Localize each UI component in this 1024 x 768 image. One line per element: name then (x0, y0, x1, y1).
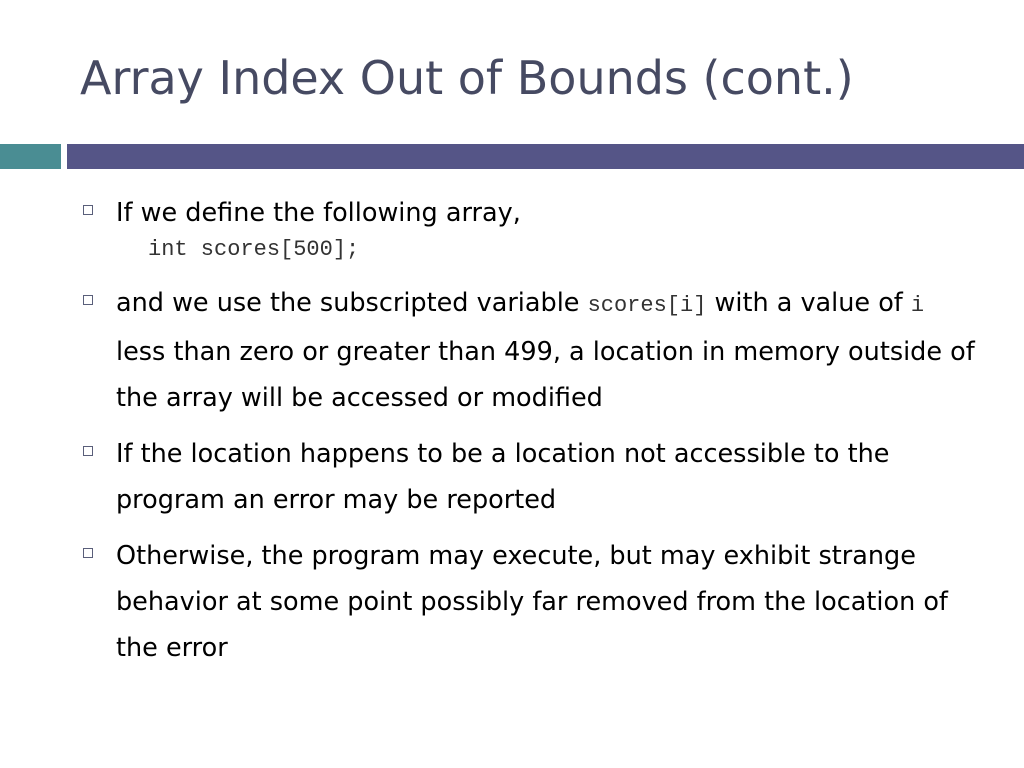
bullet-item-1 (80, 190, 980, 270)
code-snippet: int scores[500]; (148, 237, 360, 262)
inline-code: scores[i] (587, 293, 707, 318)
bullet-text: less than zero or greater than 499, a location in memory outside of the array will be accessed or modified (116, 337, 975, 413)
slide-title: Array Index Out of Bounds (cont.) (80, 51, 854, 105)
bullet-text: If the location happens to be a location not accessible to the program an error may be reported (116, 439, 890, 515)
accent-bar-left (0, 144, 61, 169)
bullet-item-2 (80, 280, 980, 421)
hollow-square-icon (83, 205, 93, 215)
hollow-square-icon (83, 446, 93, 456)
bullet-item-4 (80, 533, 980, 671)
bullet-list (80, 190, 980, 681)
inline-code: i (910, 293, 925, 318)
bullet-text: with a value of (706, 288, 911, 318)
bullet-text: Otherwise, the program may execute, but may exhibit strange behavior at some point possibly far removed from the location of the error (116, 541, 948, 663)
bullet-item-3 (80, 431, 980, 523)
hollow-square-icon (83, 548, 93, 558)
bullet-text: and we use the subscripted variable (116, 288, 588, 318)
bullet-text: If we define the following array, (116, 198, 521, 228)
hollow-square-icon (83, 295, 93, 305)
accent-bar-right (67, 144, 1024, 169)
